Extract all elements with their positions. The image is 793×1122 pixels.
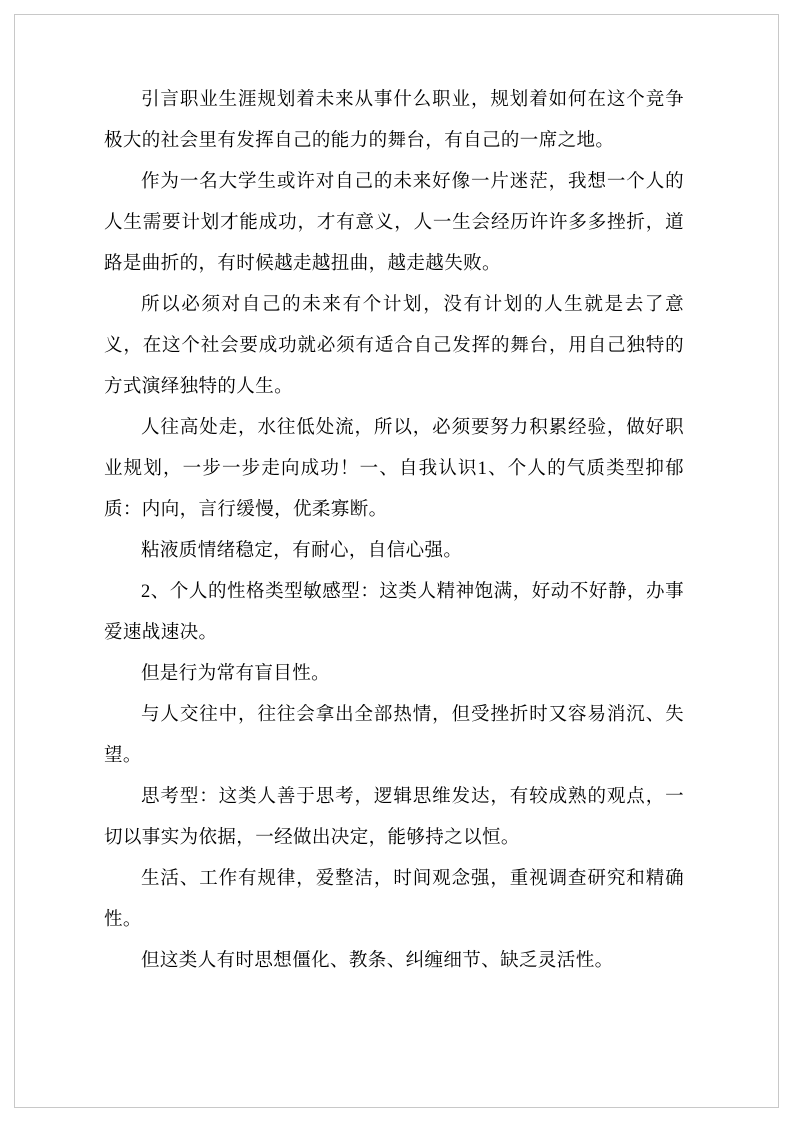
paragraph: 思考型：这类人善于思考，逻辑思维发达，有较成熟的观点，一切以事实为依据，一经做出决定，能够持之以恒。	[104, 787, 684, 848]
document-body	[104, 80, 684, 982]
paragraph: 生活、工作有规律，爱整洁，时间观念强，重视调查研究和精确性。	[104, 869, 684, 930]
paragraph: 人往高处走，水往低处流，所以，必须要努力积累经验，做好职业规划，一步一步走向成功！一、自我认识1、个人的气质类型抑郁质：内向，言行缓慢，优柔寡断。	[104, 418, 684, 520]
paragraph: 但是行为常有盲目性。	[141, 664, 331, 684]
paragraph: 粘液质情绪稳定，有耐心，自信心强。	[141, 541, 463, 561]
paragraph: 作为一名大学生或许对自己的未来好像一片迷茫，我想一个人的人生需要计划才能成功，才有意义，人一生会经历许许多多挫折，道路是曲折的，有时候越走越扭曲，越走越失败。	[104, 172, 684, 274]
paragraph: 所以必须对自己的未来有个计划，没有计划的人生就是去了意义，在这个社会要成功就必须有适合自己发挥的舞台，用自己独特的方式演绎独特的人生。	[104, 295, 684, 397]
paragraph: 但这类人有时思想僵化、教条、纠缠细节、缺乏灵活性。	[141, 951, 614, 971]
paragraph: 引言职业生涯规划着未来从事什么职业，规划着如何在这个竞争极大的社会里有发挥自己的能力的舞台，有自己的一席之地。	[104, 90, 684, 151]
paragraph: 与人交往中，往往会拿出全部热情，但受挫折时又容易消沉、失望。	[104, 705, 684, 766]
paragraph: 2、个人的性格类型敏感型：这类人精神饱满，好动不好静，办事爱速战速决。	[104, 582, 684, 643]
